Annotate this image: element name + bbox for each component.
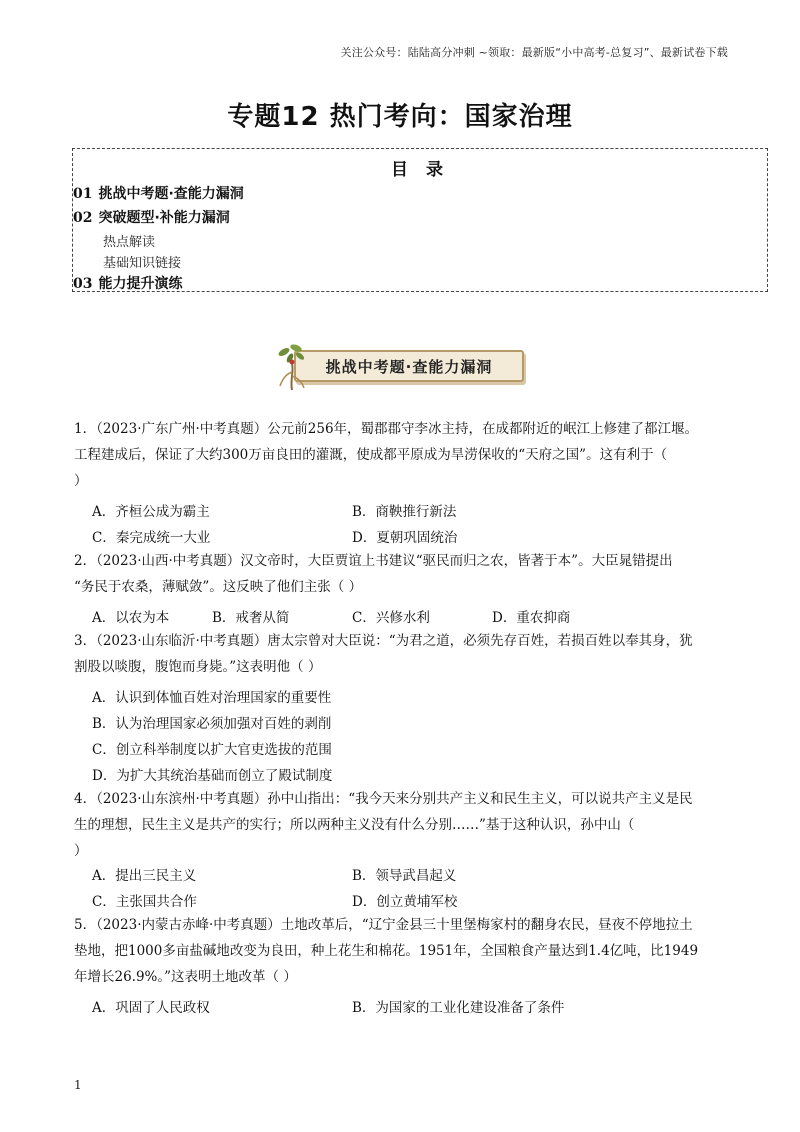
question-line: 2．（2023·山西·中考真题）汉文帝时，大臣贾谊上书建议“驱民而归之农，皆著于本”。大臣晁错提出	[74, 553, 673, 569]
toc-heading: 目 录	[391, 160, 449, 180]
toc-subitem-basics[interactable]: 基础知识链接	[103, 256, 182, 271]
section-banner-label: 挑战中考题·查能力漏洞	[294, 350, 524, 382]
question-1	[74, 416, 734, 494]
page-number: 1	[74, 1078, 82, 1092]
toc-item-number: 01	[73, 186, 93, 202]
question-2	[74, 548, 734, 600]
q4-option-a[interactable]: A．提出三民主义	[92, 868, 197, 884]
q5-option-a[interactable]: A．巩固了人民政权	[92, 1000, 210, 1016]
q2-option-b[interactable]: B．戒奢从简	[212, 610, 290, 626]
question-line: 1．（2023·广东广州·中考真题）公元前256年，蜀郡郡守李冰主持，在成都附近的岷江上修建了都江堰。	[74, 421, 699, 437]
q1-option-a[interactable]: A．齐桓公成为霸主	[92, 504, 210, 520]
question-line: 割股以啖腹，腹饱而身毙。”这表明他（ ）	[74, 659, 322, 675]
toc-item-label: 挑战中考题·查能力漏洞	[98, 186, 244, 202]
question-5	[74, 912, 734, 990]
toc-item-02[interactable]	[73, 207, 230, 227]
question-line: 3．（2023·山东临沂·中考真题）唐太宗曾对大臣说：“为君之道，必须先存百姓，若损百姓以奉其身，犹	[74, 633, 693, 649]
question-line: 年增长26.9%。”这表明土地改革（ ）	[74, 969, 297, 985]
q2-option-c[interactable]: C．兴修水利	[352, 610, 430, 626]
q1-option-c[interactable]: C．秦完成统一大业	[92, 530, 211, 546]
question-line: 生的理想，民生主义是共产的实行；所以两种主义没有什么分别……”基于这种认识，孙中山（	[74, 817, 635, 833]
question-line: ）	[74, 843, 88, 859]
table-of-contents	[72, 148, 768, 292]
q4-option-c[interactable]: C．主张国共合作	[92, 894, 197, 910]
question-4	[74, 786, 734, 864]
toc-item-03[interactable]	[73, 273, 182, 293]
toc-item-number: 02	[73, 210, 93, 226]
section-banner	[272, 346, 528, 388]
q2-option-d[interactable]: D．重农抑商	[492, 610, 571, 626]
q1-option-b[interactable]: B．商鞅推行新法	[352, 504, 457, 520]
q3-option-b[interactable]: B．认为治理国家必须加强对百姓的剥削	[92, 716, 332, 732]
q3-option-a[interactable]: A．认识到体恤百姓对治理国家的重要性	[92, 690, 332, 706]
q3-option-c[interactable]: C．创立科举制度以扩大官吏选拔的范围	[92, 742, 332, 758]
toc-item-number: 03	[73, 276, 93, 292]
toc-item-label: 突破题型·补能力漏洞	[98, 210, 230, 226]
page-title: 专题12 热门考向：国家治理	[227, 102, 573, 132]
question-line: 4．（2023·山东滨州·中考真题）孙中山指出：“我今天来分别共产主义和民生主义，可以说共产主义是民	[74, 791, 693, 807]
question-line: 垫地，把1000多亩盐碱地改变为良田，种上花生和棉花。1951年，全国粮食产量达到1.4亿吨，比1949	[74, 943, 699, 959]
header-note: 关注公众号：陆陆高分冲刺 ~领取：最新版“小中高考-总复习”、最新试卷下载	[340, 46, 728, 59]
question-line: “务民于农桑，薄赋敛”。这反映了他们主张（ ）	[74, 579, 363, 595]
q1-option-d[interactable]: D．夏朝巩固统治	[352, 530, 458, 546]
toc-item-01[interactable]	[73, 183, 244, 203]
q4-option-b[interactable]: B．领导武昌起义	[352, 868, 457, 884]
q2-option-a[interactable]: A．以农为本	[92, 610, 170, 626]
toc-subitem-hotspot[interactable]: 热点解读	[103, 235, 156, 250]
q3-option-d[interactable]: D．为扩大其统治基础而创立了殿试制度	[92, 768, 333, 784]
ginseng-icon	[272, 342, 312, 392]
q5-option-b[interactable]: B．为国家的工业化建设准备了条件	[352, 1000, 565, 1016]
q4-option-d[interactable]: D．创立黄埔军校	[352, 894, 458, 910]
question-line: ）	[74, 473, 88, 489]
question-3	[74, 628, 734, 680]
question-line: 工程建成后，保证了大约300万亩良田的灌溉，使成都平原成为旱涝保收的“天府之国”。这有利于（	[74, 447, 668, 463]
question-line: 5．（2023·内蒙古赤峰·中考真题）土地改革后，“辽宁金县三十里堡梅家村的翻身农民，昼夜不停地拉土	[74, 917, 693, 933]
toc-item-label: 能力提升演练	[98, 276, 183, 292]
